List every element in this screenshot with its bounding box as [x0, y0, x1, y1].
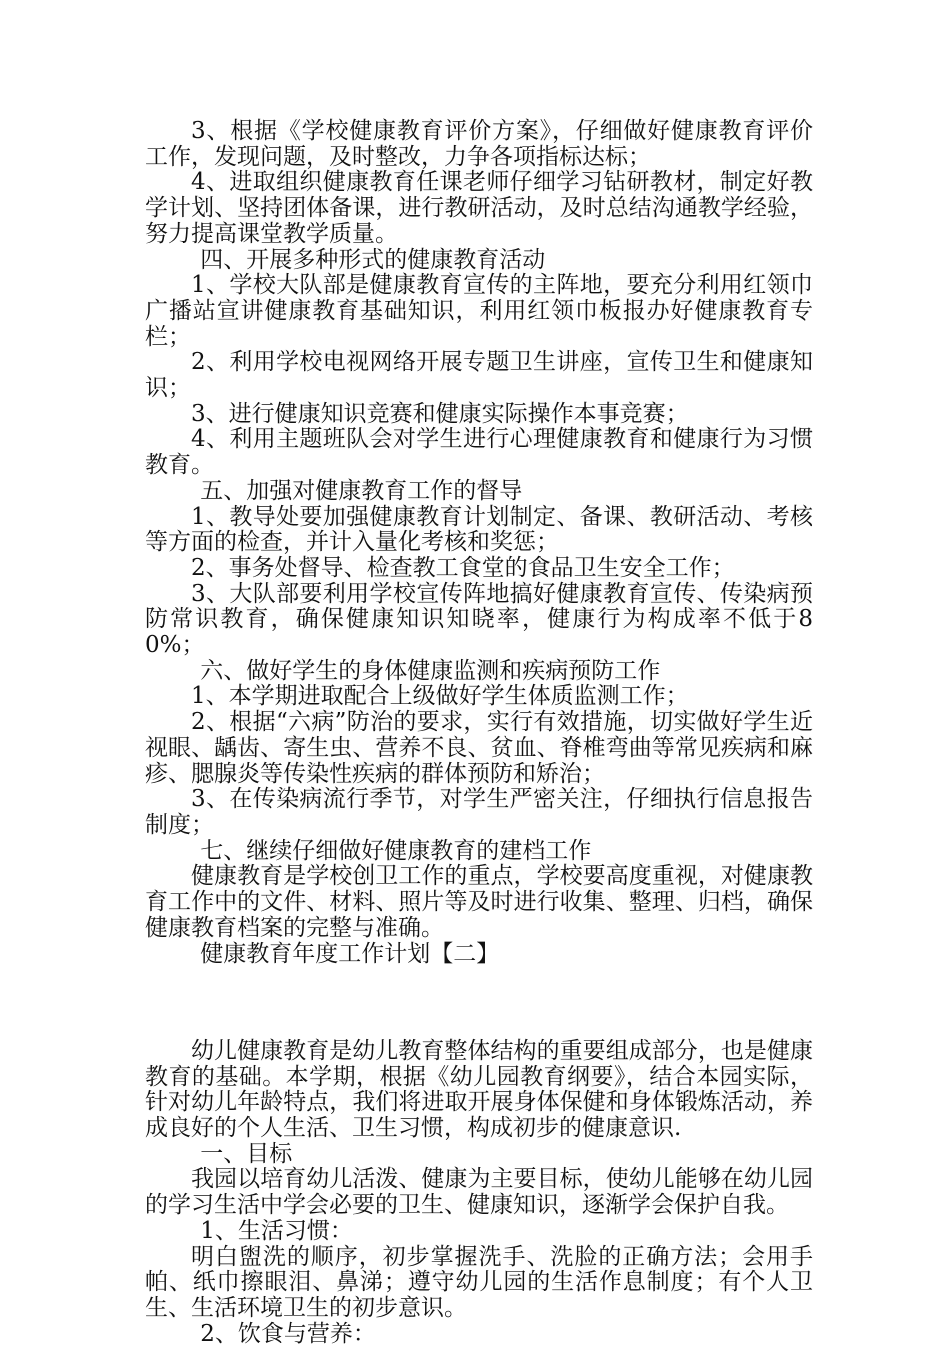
body-paragraph: 1、学校大队部是健康教育宣传的主阵地，要充分利用红领巾广播站宣讲健康教育基础知识，利用红领巾板报办好健康教育专栏；	[145, 272, 813, 350]
body-paragraph: 3、根据《学校健康教育评价方案》，仔细做好健康教育评价工作，发现问题，及时整改，力争各项指标达标；	[145, 118, 813, 170]
body-paragraph: 1、本学期进取配合上级做好学生体质监测工作；	[191, 683, 689, 710]
body-paragraph: 1、教导处要加强健康教育计划制定、备课、教研活动、考核等方面的检查，并计入量化考核和奖惩；	[145, 503, 813, 556]
section-heading: 2、饮食与营养：	[200, 1320, 376, 1347]
section-heading: 七、继续仔细做好健康教育的建档工作	[200, 837, 592, 864]
body-paragraph: 4、利用主题班队会对学生进行心理健康教育和健康行为习惯教育。	[145, 426, 813, 479]
body-paragraph: 幼儿健康教育是幼儿教育整体结构的重要组成部分，也是健康教育的基础。本学期，根据《幼儿园教育纲要》，结合本园实际，针对幼儿年龄特点，我们将进取开展身体保健和身体锻炼活动，养成良好的个人生活、卫生习惯，构成初步的健康意识.	[145, 1037, 813, 1141]
body-paragraph: 2、事务处督导、检查教工食堂的食品卫生安全工作；	[191, 554, 735, 581]
body-paragraph: 4、进取组织健康教育任课老师仔细学习钻研教材，制定好教学计划、坚持团体备课，进行教研活动，及时总结沟通教学经验，努力提高课堂教学质量。	[145, 169, 813, 247]
section-heading: 一、目标	[200, 1140, 293, 1167]
body-paragraph: 明白盥洗的顺序，初步掌握洗手、洗脸的正确方法；会用手帕、纸巾擦眼泪、鼻涕；遵守幼儿园的生活作息制度；有个人卫生、生活环境卫生的初步意识。	[145, 1243, 813, 1321]
body-paragraph: 3、进行健康知识竞赛和健康实际操作本事竞赛；	[191, 400, 689, 427]
section-heading: 健康教育年度工作计划【二】	[200, 940, 500, 967]
section-heading: 四、开展多种形式的健康教育活动	[200, 246, 546, 273]
body-paragraph: 我园以培育幼儿活泼、健康为主要目标，使幼儿能够在幼儿园的学习生活中学会必要的卫生、健康知识，逐渐学会保护自我。	[145, 1166, 813, 1219]
document-body	[145, 119, 813, 1347]
section-heading: 六、做好学生的身体健康监测和疾病预防工作	[200, 657, 661, 684]
body-paragraph: 2、根据“六病”防治的要求，实行有效措施，切实做好学生近视眼、龋齿、寄生虫、营养不良、贫血、脊椎弯曲等常见疾病和麻疹、腮腺炎等传染性疾病的群体预防和矫治；	[145, 709, 813, 787]
blank-line	[145, 990, 813, 1016]
body-paragraph: 3、大队部要利用学校宣传阵地搞好健康教育宣传、传染病预防常识教育，确保健康知识知晓率，健康行为构成率不低于80%；	[145, 580, 813, 659]
body-paragraph: 2、利用学校电视网络开展专题卫生讲座，宣传卫生和健康知识；	[145, 349, 813, 402]
section-heading: 1、生活习惯：	[200, 1217, 353, 1244]
body-paragraph: 3、在传染病流行季节，对学生严密关注，仔细执行信息报告制度；	[145, 786, 813, 838]
body-paragraph: 健康教育是学校创卫工作的重点，学校要高度重视，对健康教育工作中的文件、材料、照片等及时进行收集、整理、归档，确保健康教育档案的完整与准确。	[145, 863, 813, 941]
section-heading: 五、加强对健康教育工作的督导	[200, 477, 523, 504]
